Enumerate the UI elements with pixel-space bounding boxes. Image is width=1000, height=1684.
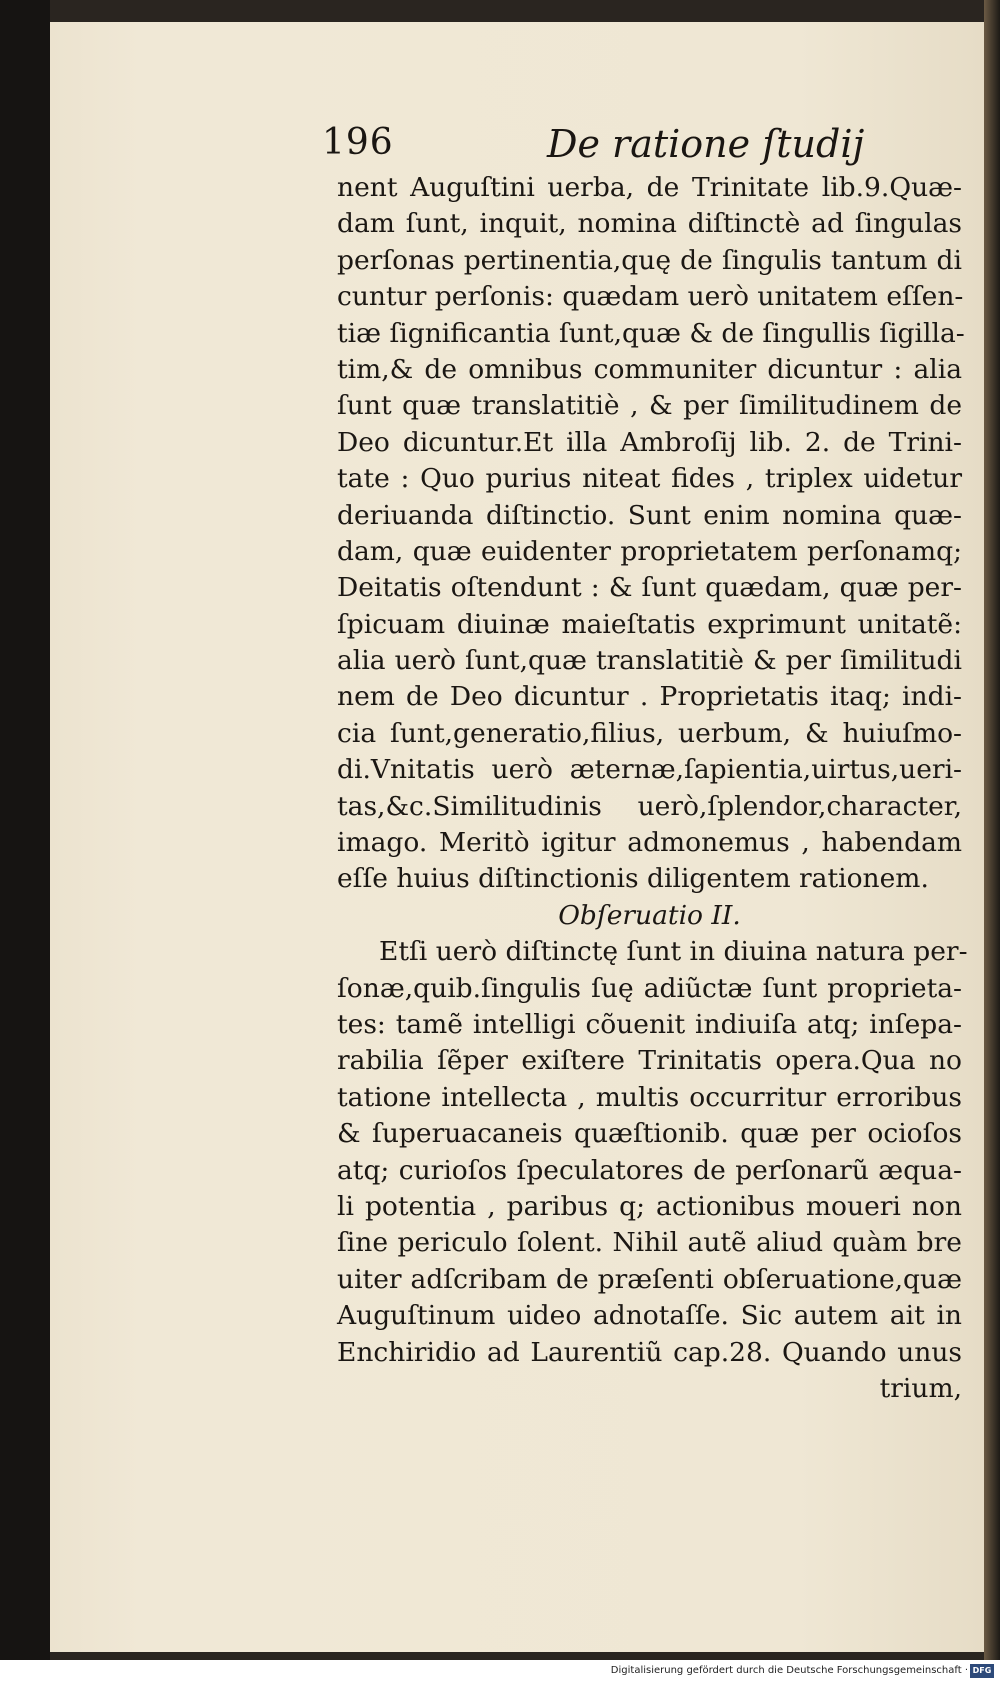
text-line: di.Vnitatis uerò æternæ,ſapientia,uirtus,ueri- (337, 754, 962, 786)
text-line: Enchiridio ad Laurentiũ cap.28. Quando unus (337, 1336, 962, 1368)
text-line: tas,&c.Similitudinis uerò,ſplendor,character, (337, 790, 962, 822)
text-line: tiæ ſignificantia ſunt,quæ & de ſingullis ſigilla- (337, 317, 965, 349)
text-line: ſonæ,quib.ſingulis ſuę adiũctæ ſunt proprieta- (337, 972, 962, 1004)
text-line: & ſuperuacaneis quæſtionib. quæ per ocioſos (337, 1118, 962, 1150)
text-line: tate : Quo purius niteat fides , triplex uidetur (337, 463, 962, 495)
dfg-logo-icon: DFG (970, 1664, 994, 1678)
text-line: nem de Deo dicuntur . Proprietatis itaq; indi- (337, 681, 962, 713)
text-line: Deo dicuntur.Et illa Ambroſij lib. 2. de Trini- (337, 426, 962, 458)
text-line: cuntur perſonis: quædam uerò unitatem eſſen- (337, 281, 964, 313)
page-body (337, 170, 968, 1407)
text-line: alia uerò ſunt,quæ translatitiè & per ſimilitudi (337, 645, 962, 677)
text-line: atq; curioſos ſpeculatores de perſonarũ æqua- (337, 1154, 962, 1186)
page-number: 196 (322, 122, 394, 163)
section-heading: Obſeruatio II. (558, 899, 741, 931)
page-header (322, 122, 962, 170)
text-line: ſpicuam diuinæ maieſtatis exprimunt unitatẽ: (337, 608, 962, 640)
text-line: dam, quæ euidenter proprietatem perſonamq; (337, 535, 962, 567)
text-line: uiter adſcribam de præſenti obſeruatione,quæ (337, 1263, 962, 1295)
scan-left-margin (0, 0, 50, 1660)
text-line: tim,& de omnibus communiter dicuntur : alia (337, 353, 962, 385)
text-line: ſine periculo ſolent. Nihil autẽ aliud quàm bre (337, 1227, 962, 1259)
text-line: Auguſtinum uideo adnotaſſe. Sic autem ait in (337, 1300, 962, 1332)
text-line: nent Auguſtini uerba, de Trinitate lib.9.Quæ- (337, 172, 962, 203)
text-line: perſonas pertinentia,quę de ſingulis tantum di (337, 244, 962, 276)
text-line: eſſe huius diſtinctionis diligentem rationem. (337, 863, 929, 895)
text-line: tatione intellecta , multis occurritur erroribus (337, 1081, 962, 1113)
page-edge (984, 0, 1000, 1660)
catchword: trium, (879, 1372, 962, 1404)
running-title: De ratione ſtudij (547, 122, 865, 166)
text-line: ſunt quæ translatitiè , & per ſimilitudinem de (337, 390, 962, 422)
text-line: cia ſunt,generatio,filius, uerbum, & huiuſmo- (337, 717, 962, 749)
text-line: deriuanda diſtinctio. Sunt enim nomina quæ- (337, 499, 962, 531)
text-line: imago. Meritò igitur admonemus , habendam (337, 827, 962, 859)
text-line: Deitatis oſtendunt : & ſunt quædam, quæ per- (337, 572, 962, 604)
text-line: dam ſunt, inquit, nomina diſtinctè ad ſingulas (337, 208, 962, 240)
text-line: li potentia , paribus q; actionibus moueri non (337, 1190, 962, 1222)
funding-credit: Digitalisierung gefördert durch die Deutsche Forschungsgemeinschaft · (610, 1665, 968, 1676)
text-line: Etſi uerò diſtinctę ſunt in diuina natura per- (379, 936, 968, 968)
digitization-footer (0, 1660, 1000, 1684)
text-line: tes: tamẽ intelligi cõuenit indiuiſa atq; inſepa- (337, 1008, 962, 1040)
text-line: rabilia ſẽper exiſtere Trinitatis opera.Qua no (337, 1045, 962, 1077)
